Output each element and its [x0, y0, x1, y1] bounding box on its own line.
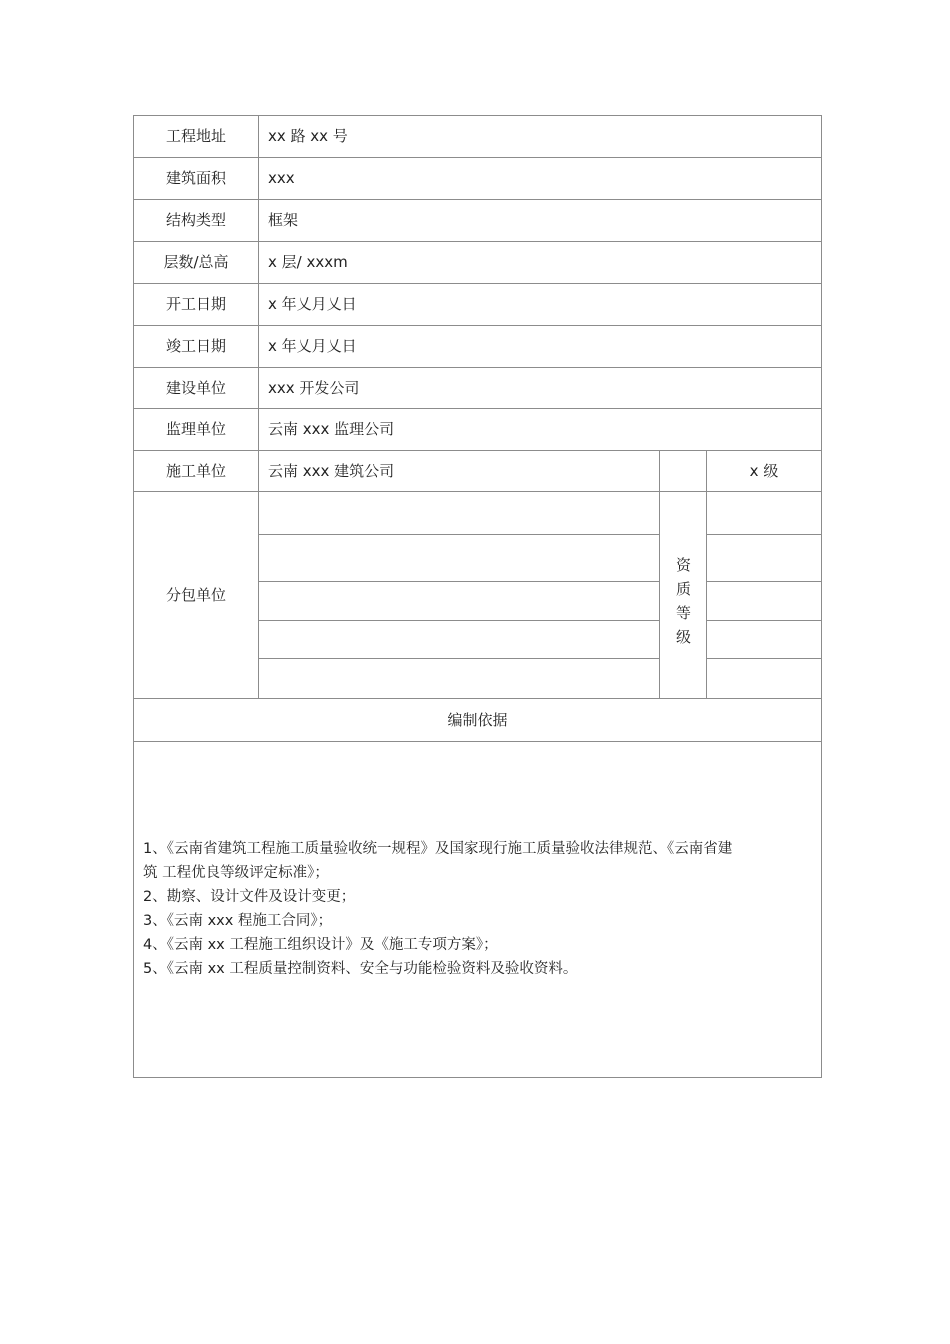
row-divider	[133, 741, 822, 742]
developer-value: xxx 开发公司	[268, 378, 360, 397]
basis-item: 1、《云南省建筑工程施工质量验收统一规程》及国家现行施工质量验收法律规范、《云南省建	[143, 841, 733, 857]
construction-unit-value: 云南 xxx 建筑公司	[268, 461, 395, 480]
building-area-label: 建筑面积	[165, 169, 226, 187]
qualification-grade-label	[660, 553, 707, 649]
address-value: xx 路 xx 号	[268, 127, 348, 145]
basis-list	[143, 837, 813, 981]
sub-row-divider	[707, 581, 822, 582]
basis-item: 3、《云南 xxx 程施工合同》；	[143, 913, 333, 929]
building-area-value: xxx	[268, 169, 295, 187]
table-border-right	[821, 115, 822, 1078]
address-label: 工程地址	[165, 127, 226, 145]
completion-date-label: 竣工日期	[165, 337, 226, 355]
sub-row-divider	[707, 534, 822, 535]
supervisor-value: 云南 xxx 监理公司	[268, 420, 395, 438]
sub-row-divider	[258, 581, 660, 582]
construction-unit-label: 施工单位	[165, 461, 226, 480]
sub-row-divider	[258, 620, 660, 621]
basis-heading: 编制依据	[447, 710, 508, 729]
sub-row-divider	[258, 658, 660, 659]
floors-height-label: 层数/总高	[163, 253, 229, 271]
completion-date-value: x 年乂月乂日	[268, 337, 357, 355]
construction-unit-grade: x 级	[749, 461, 779, 480]
basis-item: 筑 工程优良等级评定标准》；	[143, 865, 329, 881]
subcontractor-label: 分包单位	[165, 585, 226, 604]
structure-type-label: 结构类型	[165, 211, 226, 229]
developer-label: 建设单位	[165, 378, 226, 397]
qualification-line-1: 资 质	[675, 556, 699, 598]
floors-height-value: x 层/ xxxm	[268, 253, 348, 271]
start-date-label: 开工日期	[165, 295, 226, 313]
supervisor-label: 监理单位	[165, 420, 226, 438]
basis-item: 5、《云南 xx 工程质量控制资料、安全与功能检验资料及验收资料。	[143, 961, 578, 977]
basis-item: 2、勘察、设计文件及设计变更；	[143, 889, 356, 905]
structure-type-value: 框架	[268, 211, 299, 229]
basis-item: 4、《云南 xx 工程施工组织设计》及《施工专项方案》；	[143, 937, 498, 953]
table-border-bottom	[133, 1077, 822, 1078]
sub-row-divider	[707, 658, 822, 659]
sub-row-divider	[707, 620, 822, 621]
sub-row-divider	[258, 534, 660, 535]
start-date-value: x 年乂月乂日	[268, 295, 357, 313]
qualification-line-2: 等 级	[675, 604, 699, 646]
